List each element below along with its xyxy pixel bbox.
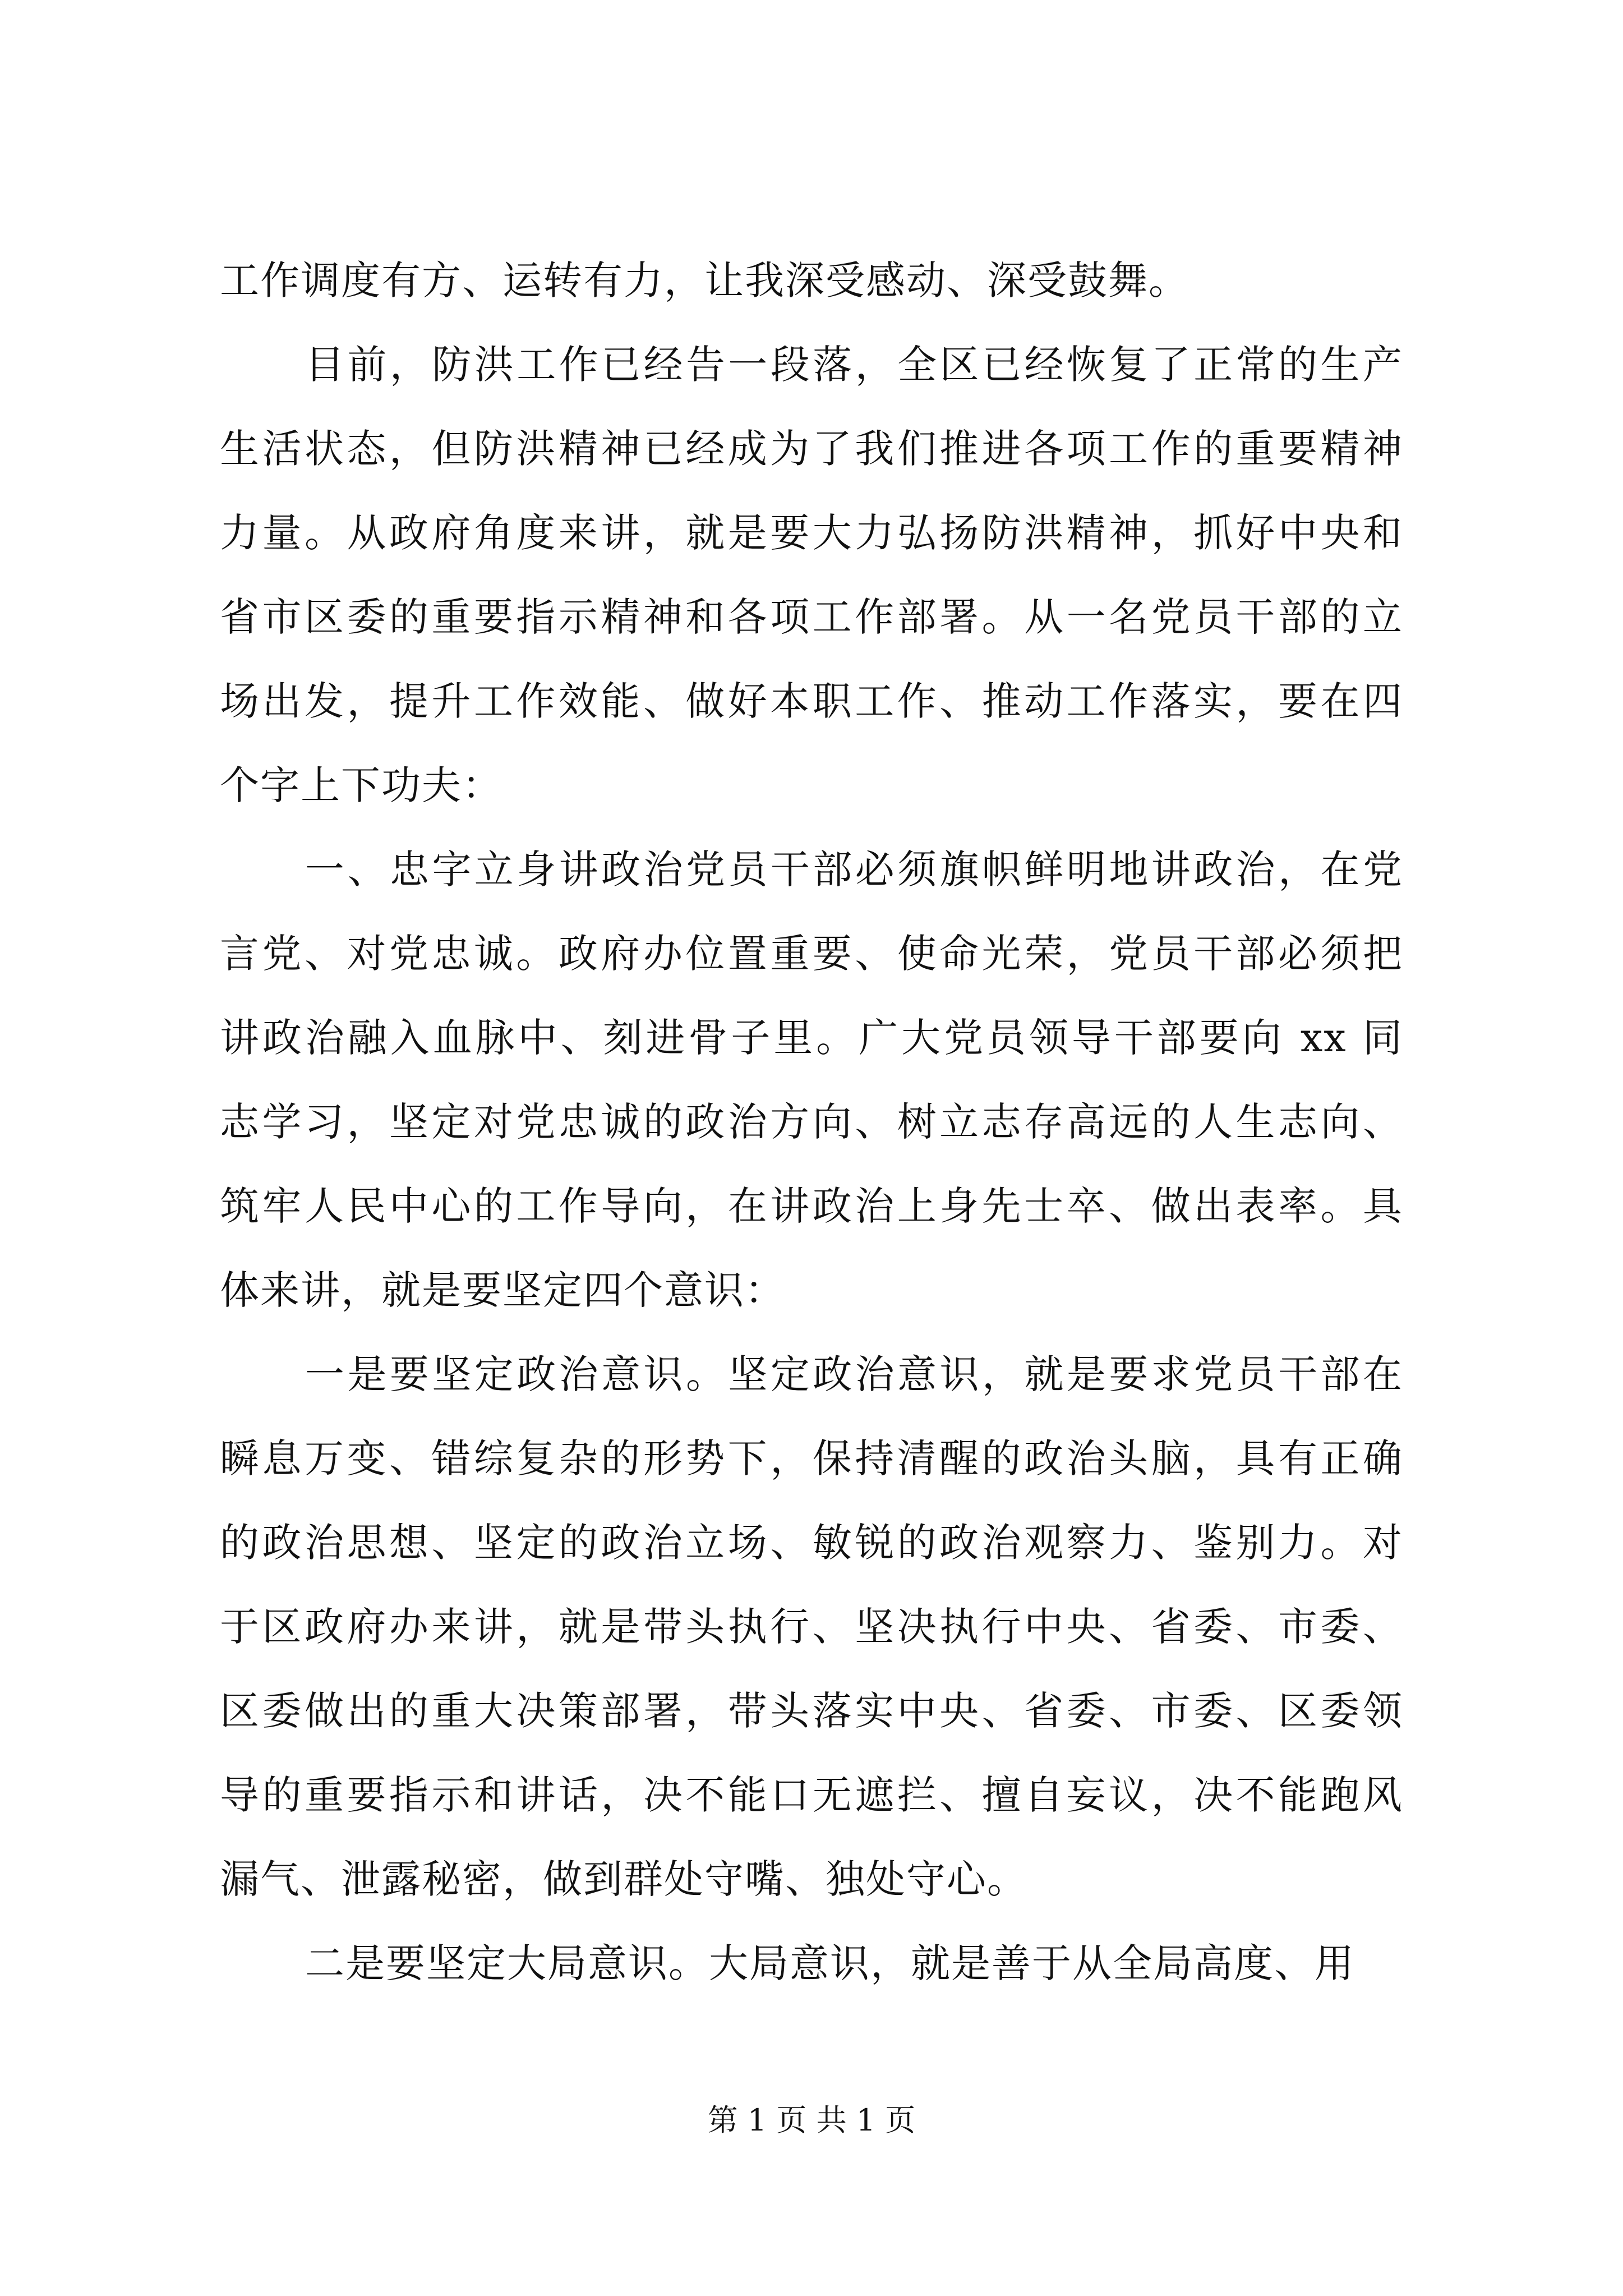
paragraph-line: 生活状态，但防洪精神已经成为了我们推进各项工作的重要精神 bbox=[220, 426, 1403, 472]
page-footer: 第 1 页 共 1 页 bbox=[707, 2102, 916, 2138]
paragraph-line: 言党、对党忠诚。政府办位置重要、使命光荣，党员干部必须把 bbox=[220, 931, 1403, 977]
paragraph-line: 漏气、泄露秘密，做到群处守嘴、独处守心。 bbox=[220, 1856, 1027, 1902]
paragraph-line: 导的重要指示和讲话，决不能口无遮拦、擅自妄议，决不能跑风 bbox=[220, 1772, 1403, 1818]
paragraph-line: 志学习，坚定对党忠诚的政治方向、树立志存高远的人生志向、 bbox=[220, 1099, 1403, 1145]
paragraph-line: 一、忠字立身讲政治党员干部必须旗帜鲜明地讲政治，在党 bbox=[305, 846, 1403, 892]
paragraph-line: 筑牢人民中心的工作导向，在讲政治上身先士卒、做出表率。具 bbox=[220, 1183, 1403, 1229]
paragraph-line: 目前，防洪工作已经告一段落，全区已经恢复了正常的生产 bbox=[305, 342, 1403, 388]
paragraph-line: 场出发，提升工作效能、做好本职工作、推动工作落实，要在四 bbox=[220, 678, 1403, 724]
paragraph-line: 省市区委的重要指示精神和各项工作部署。从一名党员干部的立 bbox=[220, 594, 1403, 640]
paragraph-line: 区委做出的重大决策部署，带头落实中央、省委、市委、区委领 bbox=[220, 1688, 1403, 1734]
paragraph-line: 二是要坚定大局意识。大局意识，就是善于从全局高度、用 bbox=[305, 1940, 1355, 1986]
paragraph-line: 瞬息万变、错综复杂的形势下，保持清醒的政治头脑，具有正确 bbox=[220, 1435, 1403, 1481]
paragraph-line: 体来讲，就是要坚定四个意识： bbox=[220, 1267, 785, 1313]
paragraph-line: 的政治思想、坚定的政治立场、敏锐的政治观察力、鉴别力。对 bbox=[220, 1520, 1403, 1566]
paragraph-line: 一是要坚定政治意识。坚定政治意识，就是要求党员干部在 bbox=[305, 1351, 1403, 1397]
paragraph-line: 工作调度有方、运转有力，让我深受感动、深受鼓舞。 bbox=[220, 257, 1189, 303]
paragraph-line: 于区政府办来讲，就是带头执行、坚决执行中央、省委、市委、 bbox=[220, 1604, 1403, 1650]
document-body bbox=[220, 238, 1403, 2005]
paragraph-line: 讲政治融入血脉中、刻进骨子里。广大党员领导干部要向 xx 同 bbox=[220, 1015, 1403, 1061]
paragraph-line: 力量。从政府角度来讲，就是要大力弘扬防洪精神，抓好中央和 bbox=[220, 510, 1403, 556]
paragraph-line: 个字上下功夫： bbox=[220, 762, 502, 808]
